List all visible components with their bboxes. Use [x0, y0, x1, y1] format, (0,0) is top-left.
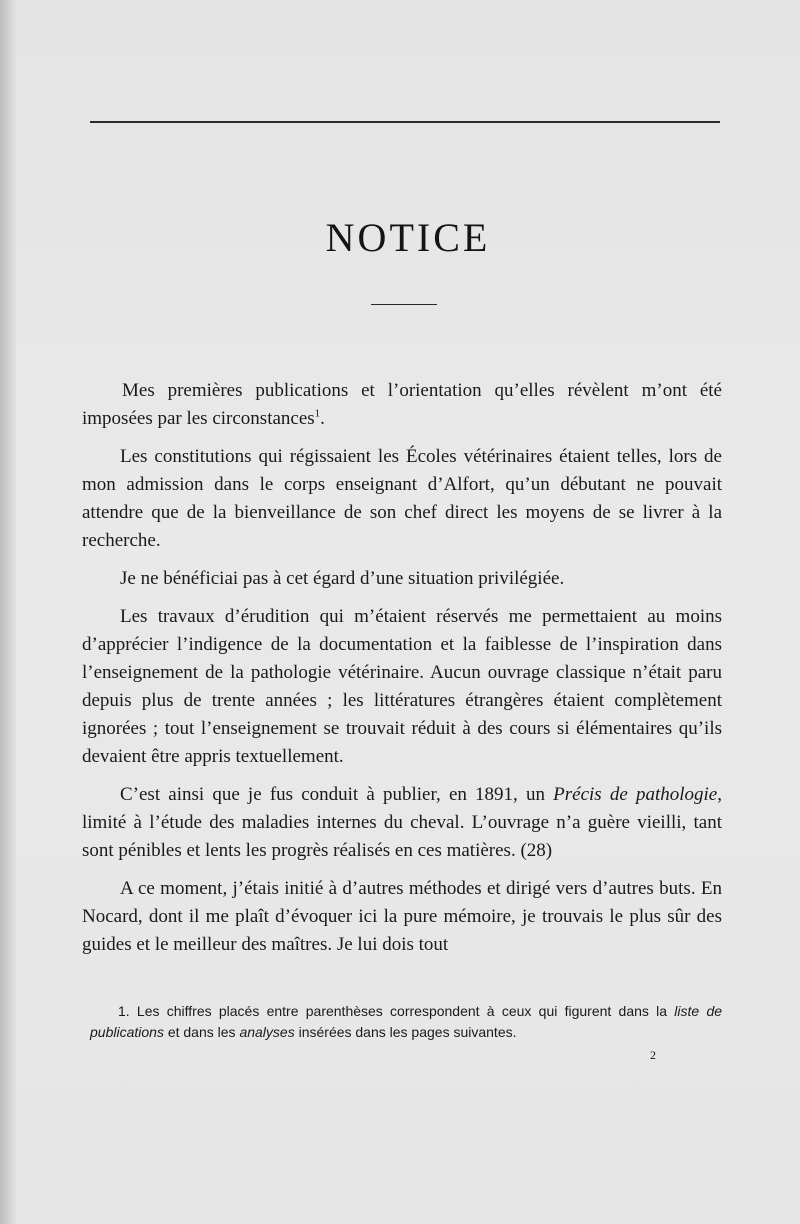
paragraph-6: A ce moment, j’étais initié à d’autres méthodes et dirigé vers d’autres buts. En Nocard, dont il me plaît d’évoquer ici la pure mémoire, je trouvais le plus sûr des guides et le meilleur des maîtres. Je lui dois tout: [82, 878, 722, 955]
paragraph-1: [82, 377, 722, 433]
page-title: NOTICE: [325, 215, 491, 260]
footnote: [90, 1001, 722, 1043]
footnote-text: [90, 1001, 722, 1043]
footnote-italic-2: analyses: [239, 1024, 295, 1040]
paragraph-5: [82, 781, 722, 865]
footnote-part-3: insérées dans les pages suivantes.: [294, 1024, 517, 1040]
footnote-part-1: Les chiffres placés entre parenthèses correspondent à ceux qui figurent dans la: [129, 1003, 675, 1019]
top-rule: [90, 121, 720, 123]
paragraph-3: Je ne bénéficiai pas à cet égard d’une situation privilégiée.: [120, 568, 565, 589]
footnote-italic-1: liste de publications: [90, 1003, 723, 1040]
body-text: [82, 377, 722, 969]
footnote-mark: 1: [314, 407, 321, 420]
page-edge-shadow: [0, 0, 16, 1224]
paragraph-5-italic: Précis de pathologie: [553, 784, 718, 805]
paragraph-2: Les constitutions qui régissaient les Écoles vétérinaires étaient telles, lors de mon admission dans le corps enseignant d’Alfort, qu’un débutant ne pouvait attendre que de la bienveillance de son chef direct les moyens de se livrer à la recherche.: [82, 446, 722, 551]
footnote-number: 1.: [118, 1003, 130, 1019]
paragraph-5-start: C’est ainsi que je fus conduit à publier, en 1891, un: [120, 784, 554, 805]
page-number: 2: [650, 1048, 656, 1062]
paragraph-1-text: Mes premières publications et l’orientation qu’elles révèlent m’ont été imposées par les circonstances: [82, 380, 722, 429]
paragraph-1-end: .: [320, 408, 325, 429]
paragraph-4: Les travaux d’érudition qui m’étaient réservés me permettaient au moins d’apprécier l’indigence de la documentation et la faiblesse de l’inspiration dans l’enseignement de la pathologie vétérinaire. Aucun ouvrage classique n’était paru depuis plus de trente années ; les littératures étrangères étaient complètement ignorées ; tout l’enseignement se trouvait réduit à des cours si élémentaires qu’ils devaient être appris textuellement.: [82, 606, 722, 767]
title-rule: [371, 304, 437, 305]
paragraph-5-end: , limité à l’étude des maladies internes du cheval. L’ouvrage n’a guère vieilli, tant sont pénibles et lents les progrès réalisés en ces matières. (28): [82, 784, 722, 861]
footnote-part-2: et dans les: [163, 1024, 240, 1040]
